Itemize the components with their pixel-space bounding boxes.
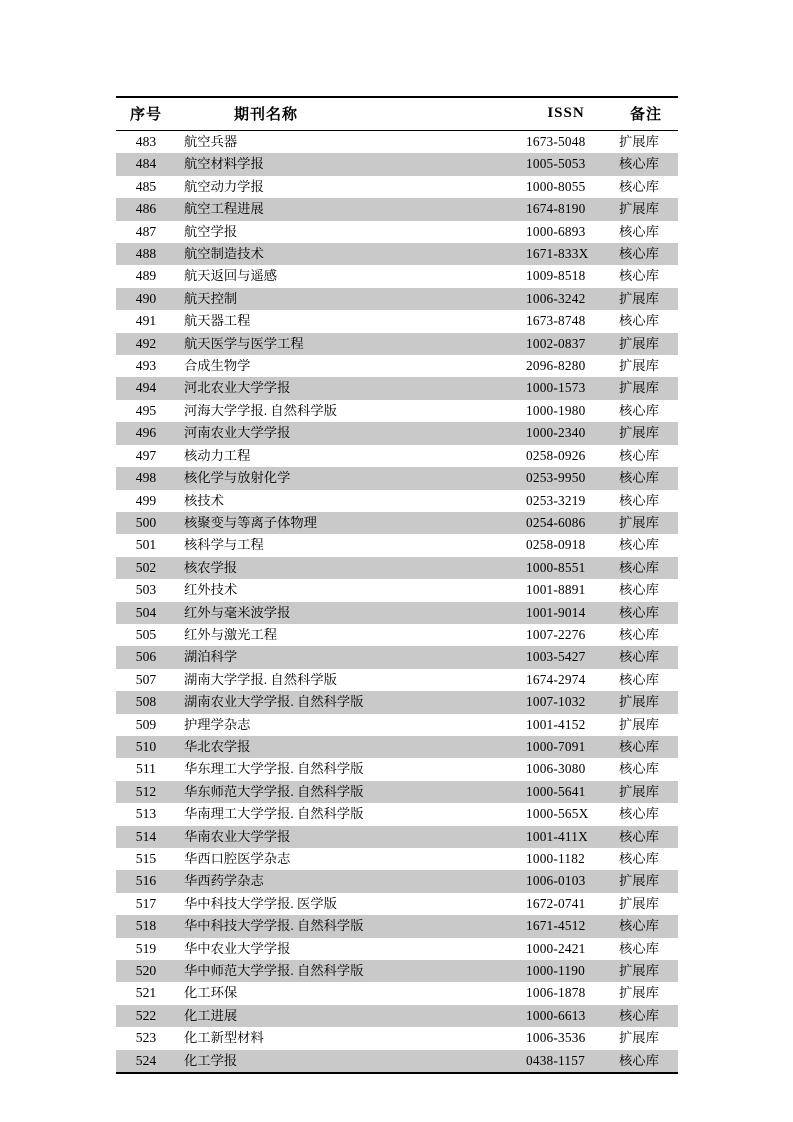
cell-issn: 2096-8280 bbox=[518, 355, 614, 377]
cell-issn: 0253-9950 bbox=[518, 467, 614, 489]
cell-journal-name: 核动力工程 bbox=[176, 445, 518, 467]
table-row bbox=[116, 1050, 678, 1073]
cell-journal-name: 航空材料学报 bbox=[176, 153, 518, 175]
cell-note: 核心库 bbox=[614, 803, 678, 825]
cell-note: 核心库 bbox=[614, 938, 678, 960]
table-row bbox=[116, 803, 678, 825]
cell-issn: 1000-565X bbox=[518, 803, 614, 825]
cell-note: 核心库 bbox=[614, 602, 678, 624]
cell-issn: 1000-8551 bbox=[518, 557, 614, 579]
cell-issn: 0258-0918 bbox=[518, 534, 614, 556]
column-header-issn: ISSN bbox=[518, 97, 614, 131]
cell-issn: 1000-8055 bbox=[518, 176, 614, 198]
cell-note: 核心库 bbox=[614, 669, 678, 691]
cell-journal-name: 红外与激光工程 bbox=[176, 624, 518, 646]
cell-note: 核心库 bbox=[614, 310, 678, 332]
cell-journal-name: 航天器工程 bbox=[176, 310, 518, 332]
cell-note: 扩展库 bbox=[614, 422, 678, 444]
cell-journal-name: 湖南农业大学学报. 自然科学版 bbox=[176, 691, 518, 713]
cell-note: 核心库 bbox=[614, 490, 678, 512]
table-row bbox=[116, 445, 678, 467]
cell-journal-name: 华北农学报 bbox=[176, 736, 518, 758]
cell-issn: 1000-6893 bbox=[518, 221, 614, 243]
cell-issn: 1673-5048 bbox=[518, 131, 614, 154]
table-row bbox=[116, 153, 678, 175]
cell-note: 核心库 bbox=[614, 445, 678, 467]
cell-no: 501 bbox=[116, 534, 176, 556]
cell-issn: 1001-9014 bbox=[518, 602, 614, 624]
journal-list-table-wrapper bbox=[116, 96, 678, 1074]
cell-journal-name: 航空兵器 bbox=[176, 131, 518, 154]
cell-no: 515 bbox=[116, 848, 176, 870]
table-row bbox=[116, 982, 678, 1004]
cell-journal-name: 核技术 bbox=[176, 490, 518, 512]
cell-note: 核心库 bbox=[614, 557, 678, 579]
table-row bbox=[116, 288, 678, 310]
table-header bbox=[116, 97, 678, 131]
table-row bbox=[116, 198, 678, 220]
cell-no: 508 bbox=[116, 691, 176, 713]
cell-no: 512 bbox=[116, 781, 176, 803]
table-row bbox=[116, 557, 678, 579]
cell-journal-name: 湖泊科学 bbox=[176, 646, 518, 668]
table-row bbox=[116, 221, 678, 243]
cell-note: 扩展库 bbox=[614, 131, 678, 154]
cell-journal-name: 化工环保 bbox=[176, 982, 518, 1004]
cell-no: 523 bbox=[116, 1027, 176, 1049]
cell-no: 521 bbox=[116, 982, 176, 1004]
cell-note: 扩展库 bbox=[614, 377, 678, 399]
cell-no: 518 bbox=[116, 915, 176, 937]
cell-note: 核心库 bbox=[614, 1050, 678, 1073]
cell-journal-name: 护理学杂志 bbox=[176, 714, 518, 736]
table-row bbox=[116, 826, 678, 848]
cell-issn: 1007-1032 bbox=[518, 691, 614, 713]
cell-note: 核心库 bbox=[614, 243, 678, 265]
cell-journal-name: 航空制造技术 bbox=[176, 243, 518, 265]
cell-issn: 1000-1980 bbox=[518, 400, 614, 422]
cell-issn: 1006-3536 bbox=[518, 1027, 614, 1049]
table-row bbox=[116, 781, 678, 803]
cell-note: 扩展库 bbox=[614, 288, 678, 310]
cell-issn: 0258-0926 bbox=[518, 445, 614, 467]
cell-no: 500 bbox=[116, 512, 176, 534]
cell-journal-name: 化工进展 bbox=[176, 1005, 518, 1027]
cell-issn: 1672-0741 bbox=[518, 893, 614, 915]
column-header-name: 期刊名称 bbox=[176, 97, 518, 131]
cell-no: 484 bbox=[116, 153, 176, 175]
table-row bbox=[116, 736, 678, 758]
cell-note: 核心库 bbox=[614, 646, 678, 668]
cell-journal-name: 核科学与工程 bbox=[176, 534, 518, 556]
cell-note: 核心库 bbox=[614, 758, 678, 780]
table-row bbox=[116, 1005, 678, 1027]
cell-note: 扩展库 bbox=[614, 870, 678, 892]
cell-journal-name: 湖南大学学报. 自然科学版 bbox=[176, 669, 518, 691]
cell-journal-name: 华南农业大学学报 bbox=[176, 826, 518, 848]
cell-note: 扩展库 bbox=[614, 198, 678, 220]
cell-issn: 1006-3242 bbox=[518, 288, 614, 310]
cell-journal-name: 航空动力学报 bbox=[176, 176, 518, 198]
cell-no: 510 bbox=[116, 736, 176, 758]
table-header-row bbox=[116, 97, 678, 131]
cell-note: 扩展库 bbox=[614, 781, 678, 803]
cell-issn: 1673-8748 bbox=[518, 310, 614, 332]
cell-no: 491 bbox=[116, 310, 176, 332]
cell-no: 504 bbox=[116, 602, 176, 624]
cell-no: 505 bbox=[116, 624, 176, 646]
cell-issn: 1000-1573 bbox=[518, 377, 614, 399]
cell-journal-name: 华西口腔医学杂志 bbox=[176, 848, 518, 870]
table-row bbox=[116, 938, 678, 960]
cell-journal-name: 华中农业大学学报 bbox=[176, 938, 518, 960]
table-row bbox=[116, 176, 678, 198]
cell-no: 499 bbox=[116, 490, 176, 512]
table-row bbox=[116, 579, 678, 601]
cell-no: 514 bbox=[116, 826, 176, 848]
cell-issn: 1002-0837 bbox=[518, 333, 614, 355]
cell-journal-name: 河海大学学报. 自然科学版 bbox=[176, 400, 518, 422]
cell-no: 497 bbox=[116, 445, 176, 467]
cell-no: 511 bbox=[116, 758, 176, 780]
cell-no: 517 bbox=[116, 893, 176, 915]
cell-note: 扩展库 bbox=[614, 512, 678, 534]
cell-no: 513 bbox=[116, 803, 176, 825]
cell-no: 522 bbox=[116, 1005, 176, 1027]
cell-no: 503 bbox=[116, 579, 176, 601]
cell-issn: 1006-3080 bbox=[518, 758, 614, 780]
table-row bbox=[116, 758, 678, 780]
table-row bbox=[116, 131, 678, 154]
cell-issn: 1001-8891 bbox=[518, 579, 614, 601]
cell-note: 核心库 bbox=[614, 534, 678, 556]
table-row bbox=[116, 310, 678, 332]
table-row bbox=[116, 915, 678, 937]
table-row bbox=[116, 333, 678, 355]
cell-note: 核心库 bbox=[614, 467, 678, 489]
table-row bbox=[116, 265, 678, 287]
cell-journal-name: 航天返回与遥感 bbox=[176, 265, 518, 287]
cell-no: 492 bbox=[116, 333, 176, 355]
cell-no: 524 bbox=[116, 1050, 176, 1073]
cell-note: 核心库 bbox=[614, 624, 678, 646]
cell-journal-name: 华南理工大学学报. 自然科学版 bbox=[176, 803, 518, 825]
cell-no: 487 bbox=[116, 221, 176, 243]
cell-journal-name: 华西药学杂志 bbox=[176, 870, 518, 892]
cell-no: 489 bbox=[116, 265, 176, 287]
cell-journal-name: 红外技术 bbox=[176, 579, 518, 601]
cell-no: 483 bbox=[116, 131, 176, 154]
table-body bbox=[116, 131, 678, 1074]
cell-journal-name: 核化学与放射化学 bbox=[176, 467, 518, 489]
cell-journal-name: 河南农业大学学报 bbox=[176, 422, 518, 444]
cell-note: 核心库 bbox=[614, 221, 678, 243]
cell-no: 485 bbox=[116, 176, 176, 198]
cell-no: 493 bbox=[116, 355, 176, 377]
cell-no: 507 bbox=[116, 669, 176, 691]
cell-issn: 1006-1878 bbox=[518, 982, 614, 1004]
cell-note: 扩展库 bbox=[614, 333, 678, 355]
cell-journal-name: 航空学报 bbox=[176, 221, 518, 243]
cell-note: 扩展库 bbox=[614, 1027, 678, 1049]
cell-issn: 0254-6086 bbox=[518, 512, 614, 534]
table-row bbox=[116, 1027, 678, 1049]
table-row bbox=[116, 512, 678, 534]
cell-note: 核心库 bbox=[614, 579, 678, 601]
cell-note: 扩展库 bbox=[614, 355, 678, 377]
cell-journal-name: 核聚变与等离子体物理 bbox=[176, 512, 518, 534]
cell-note: 核心库 bbox=[614, 176, 678, 198]
cell-no: 502 bbox=[116, 557, 176, 579]
cell-note: 扩展库 bbox=[614, 982, 678, 1004]
table-row bbox=[116, 870, 678, 892]
cell-note: 核心库 bbox=[614, 1005, 678, 1027]
cell-journal-name: 华东师范大学学报. 自然科学版 bbox=[176, 781, 518, 803]
cell-issn: 1674-2974 bbox=[518, 669, 614, 691]
cell-note: 扩展库 bbox=[614, 960, 678, 982]
cell-journal-name: 航空工程进展 bbox=[176, 198, 518, 220]
table-row bbox=[116, 691, 678, 713]
cell-issn: 1000-5641 bbox=[518, 781, 614, 803]
cell-no: 496 bbox=[116, 422, 176, 444]
cell-issn: 1003-5427 bbox=[518, 646, 614, 668]
cell-note: 核心库 bbox=[614, 153, 678, 175]
cell-issn: 1000-6613 bbox=[518, 1005, 614, 1027]
table-row bbox=[116, 377, 678, 399]
cell-issn: 0438-1157 bbox=[518, 1050, 614, 1073]
cell-issn: 1006-0103 bbox=[518, 870, 614, 892]
cell-no: 486 bbox=[116, 198, 176, 220]
cell-journal-name: 红外与毫米波学报 bbox=[176, 602, 518, 624]
cell-no: 490 bbox=[116, 288, 176, 310]
cell-journal-name: 河北农业大学学报 bbox=[176, 377, 518, 399]
cell-journal-name: 合成生物学 bbox=[176, 355, 518, 377]
journal-list-table bbox=[116, 96, 678, 1074]
table-row bbox=[116, 646, 678, 668]
cell-issn: 1000-2421 bbox=[518, 938, 614, 960]
cell-journal-name: 华中师范大学学报. 自然科学版 bbox=[176, 960, 518, 982]
cell-note: 核心库 bbox=[614, 400, 678, 422]
cell-journal-name: 华中科技大学学报. 自然科学版 bbox=[176, 915, 518, 937]
cell-issn: 1674-8190 bbox=[518, 198, 614, 220]
cell-note: 核心库 bbox=[614, 915, 678, 937]
table-row bbox=[116, 422, 678, 444]
cell-journal-name: 华东理工大学学报. 自然科学版 bbox=[176, 758, 518, 780]
cell-issn: 1001-4152 bbox=[518, 714, 614, 736]
cell-no: 494 bbox=[116, 377, 176, 399]
cell-no: 520 bbox=[116, 960, 176, 982]
cell-no: 509 bbox=[116, 714, 176, 736]
table-row bbox=[116, 893, 678, 915]
cell-no: 516 bbox=[116, 870, 176, 892]
table-row bbox=[116, 848, 678, 870]
cell-no: 495 bbox=[116, 400, 176, 422]
table-row bbox=[116, 400, 678, 422]
table-row bbox=[116, 243, 678, 265]
table-row bbox=[116, 602, 678, 624]
cell-no: 506 bbox=[116, 646, 176, 668]
cell-no: 488 bbox=[116, 243, 176, 265]
cell-note: 核心库 bbox=[614, 736, 678, 758]
cell-issn: 1000-2340 bbox=[518, 422, 614, 444]
cell-issn: 1671-833X bbox=[518, 243, 614, 265]
cell-journal-name: 核农学报 bbox=[176, 557, 518, 579]
cell-issn: 1001-411X bbox=[518, 826, 614, 848]
column-header-note: 备注 bbox=[614, 97, 678, 131]
cell-journal-name: 航天医学与医学工程 bbox=[176, 333, 518, 355]
cell-note: 核心库 bbox=[614, 265, 678, 287]
cell-note: 扩展库 bbox=[614, 691, 678, 713]
cell-note: 核心库 bbox=[614, 826, 678, 848]
cell-issn: 1007-2276 bbox=[518, 624, 614, 646]
cell-no: 519 bbox=[116, 938, 176, 960]
cell-no: 498 bbox=[116, 467, 176, 489]
cell-issn: 1000-7091 bbox=[518, 736, 614, 758]
table-row bbox=[116, 714, 678, 736]
cell-note: 扩展库 bbox=[614, 714, 678, 736]
table-row bbox=[116, 669, 678, 691]
cell-note: 核心库 bbox=[614, 848, 678, 870]
table-row bbox=[116, 960, 678, 982]
table-row bbox=[116, 534, 678, 556]
cell-issn: 1671-4512 bbox=[518, 915, 614, 937]
column-header-no: 序号 bbox=[116, 97, 176, 131]
cell-journal-name: 化工新型材料 bbox=[176, 1027, 518, 1049]
cell-issn: 1009-8518 bbox=[518, 265, 614, 287]
cell-issn: 1005-5053 bbox=[518, 153, 614, 175]
table-row bbox=[116, 355, 678, 377]
cell-note: 扩展库 bbox=[614, 893, 678, 915]
table-row bbox=[116, 467, 678, 489]
table-row bbox=[116, 624, 678, 646]
cell-issn: 0253-3219 bbox=[518, 490, 614, 512]
cell-journal-name: 航天控制 bbox=[176, 288, 518, 310]
table-row bbox=[116, 490, 678, 512]
cell-issn: 1000-1182 bbox=[518, 848, 614, 870]
cell-journal-name: 化工学报 bbox=[176, 1050, 518, 1073]
cell-issn: 1000-1190 bbox=[518, 960, 614, 982]
cell-journal-name: 华中科技大学学报. 医学版 bbox=[176, 893, 518, 915]
